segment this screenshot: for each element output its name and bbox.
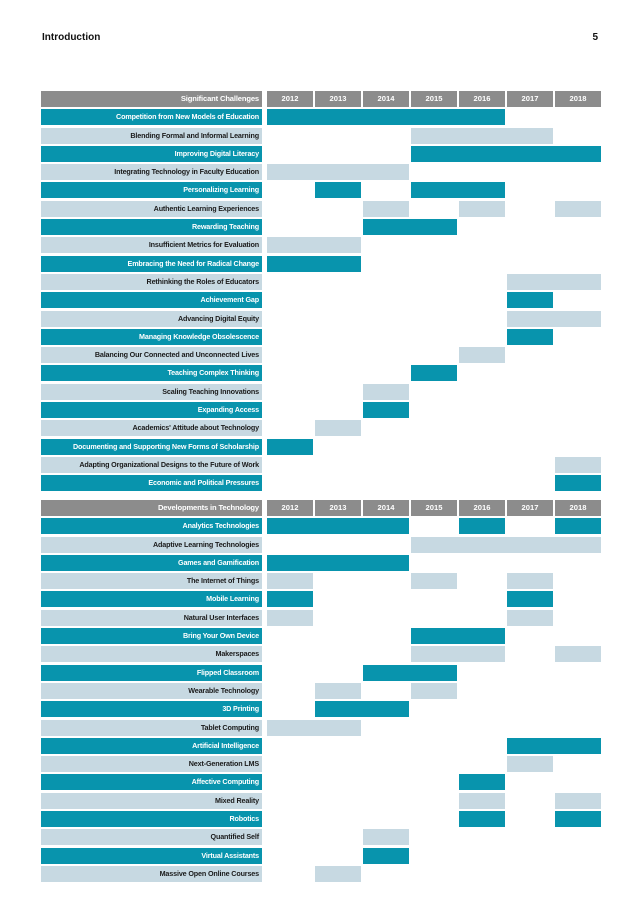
year-cell-analytics-technologies-2018 [555,518,601,534]
row-label: 3D Printing [41,701,262,717]
section-heading: Developments in Technology [41,500,262,516]
row-label: Analytics Technologies [41,518,262,534]
year-cell-academics-attitude-about-technology-2013 [315,420,361,436]
year-cell-insufficient-metrics-for-evaluation-2013 [315,237,361,253]
year-cell-mobile-learning-2017 [507,591,553,607]
year-cell-wearable-technology-2013 [315,683,361,699]
year-cell-teaching-complex-thinking-2015 [411,365,457,381]
year-cell-flipped-classroom-2015 [411,665,457,681]
row-label: Documenting and Supporting New Forms of Scholarship [41,439,262,455]
row-label: Improving Digital Literacy [41,146,262,162]
row-label: Robotics [41,811,262,827]
row-label: Scaling Teaching Innovations [41,384,262,400]
year-cell-adaptive-learning-technologies-2018 [555,537,601,553]
year-cell-adaptive-learning-technologies-2015 [411,537,459,553]
year-cell-quantified-self-2014 [363,829,409,845]
year-header-2013: 2013 [315,91,361,107]
row-label: Integrating Technology in Faculty Education [41,164,262,180]
year-cell-balancing-our-connected-and-unconnected-lives-2016 [459,347,505,363]
year-cell-the-internet-of-things-2015 [411,573,457,589]
year-cell-mixed-reality-2018 [555,793,601,809]
year-cell-tablet-computing-2013 [315,720,361,736]
year-cell-expanding-access-2014 [363,402,409,418]
year-cell-analytics-technologies-2014 [363,518,409,534]
year-header-2015: 2015 [411,500,457,516]
year-cell-economic-and-political-pressures-2018 [555,475,601,491]
row-label: Bring Your Own Device [41,628,262,644]
row-label: Flipped Classroom [41,665,262,681]
year-cell-advancing-digital-equity-2018 [555,311,601,327]
year-cell-the-internet-of-things-2012 [267,573,313,589]
year-cell-games-and-gamification-2014 [363,555,409,571]
row-label: Authentic Learning Experiences [41,201,262,217]
row-label: Expanding Access [41,402,262,418]
year-cell-competition-from-new-models-of-education-2013 [315,109,363,125]
year-cell-personalizing-learning-2016 [459,182,505,198]
year-cell-integrating-technology-in-faculty-education-2012 [267,164,315,180]
row-label: Affective Computing [41,774,262,790]
year-cell-achievement-gap-2017 [507,292,553,308]
year-cell-adapting-organizational-designs-to-the-future-of-work-2018 [555,457,601,473]
row-label: Games and Gamification [41,555,262,571]
year-cell-competition-from-new-models-of-education-2015 [411,109,459,125]
row-label: Mobile Learning [41,591,262,607]
year-cell-games-and-gamification-2012 [267,555,315,571]
row-label: Insufficient Metrics for Evaluation [41,237,262,253]
row-label: Makerspaces [41,646,262,662]
year-header-2012: 2012 [267,91,313,107]
year-header-2018: 2018 [555,500,601,516]
row-label: Tablet Computing [41,720,262,736]
year-cell-wearable-technology-2015 [411,683,457,699]
year-cell-competition-from-new-models-of-education-2012 [267,109,315,125]
row-label: Quantified Self [41,829,262,845]
year-cell-tablet-computing-2012 [267,720,315,736]
row-label: Managing Knowledge Obsolescence [41,329,262,345]
row-label: Blending Formal and Informal Learning [41,128,262,144]
year-cell-personalizing-learning-2013 [315,182,361,198]
row-label: Economic and Political Pressures [41,475,262,491]
row-label: Massive Open Online Courses [41,866,262,882]
year-cell-virtual-assistants-2014 [363,848,409,864]
year-cell-rethinking-the-roles-of-educators-2018 [555,274,601,290]
row-label: Mixed Reality [41,793,262,809]
row-label: Teaching Complex Thinking [41,365,262,381]
year-cell-analytics-technologies-2012 [267,518,315,534]
year-cell-advancing-digital-equity-2017 [507,311,555,327]
year-cell-competition-from-new-models-of-education-2014 [363,109,411,125]
year-cell-embracing-the-need-for-radical-change-2012 [267,256,315,272]
year-cell-analytics-technologies-2013 [315,518,363,534]
year-cell-blending-formal-and-informal-learning-2016 [459,128,507,144]
year-cell-improving-digital-literacy-2017 [507,146,555,162]
year-header-2014: 2014 [363,500,409,516]
year-cell-improving-digital-literacy-2015 [411,146,459,162]
row-label: Next-Generation LMS [41,756,262,772]
year-cell-integrating-technology-in-faculty-education-2013 [315,164,363,180]
year-cell-adaptive-learning-technologies-2017 [507,537,555,553]
year-cell-mixed-reality-2016 [459,793,505,809]
year-cell-scaling-teaching-innovations-2014 [363,384,409,400]
year-cell-integrating-technology-in-faculty-education-2014 [363,164,409,180]
row-label: Wearable Technology [41,683,262,699]
year-header-2014: 2014 [363,91,409,107]
row-label: Personalizing Learning [41,182,262,198]
row-label: Competition from New Models of Education [41,109,262,125]
row-label: Adapting Organizational Designs to the Future of Work [41,457,262,473]
year-cell-personalizing-learning-2015 [411,182,459,198]
year-cell-mobile-learning-2012 [267,591,313,607]
page-header [42,32,598,48]
page-title: Introduction [42,32,101,43]
year-cell-next-generation-lms-2017 [507,756,553,772]
year-cell-documenting-and-supporting-new-forms-of-scholarship-2012 [267,439,313,455]
year-cell-managing-knowledge-obsolescence-2017 [507,329,553,345]
row-label: Natural User Interfaces [41,610,262,626]
year-header-2012: 2012 [267,500,313,516]
year-header-2017: 2017 [507,500,553,516]
row-label: Achievement Gap [41,292,262,308]
section-heading: Significant Challenges [41,91,262,107]
year-cell-robotics-2018 [555,811,601,827]
year-cell-3d-printing-2014 [363,701,409,717]
year-cell-artificial-intelligence-2018 [555,738,601,754]
row-label: Embracing the Need for Radical Change [41,256,262,272]
year-cell-competition-from-new-models-of-education-2016 [459,109,505,125]
row-label: Balancing Our Connected and Unconnected Lives [41,347,262,363]
year-cell-artificial-intelligence-2017 [507,738,555,754]
year-cell-analytics-technologies-2016 [459,518,505,534]
year-header-2016: 2016 [459,500,505,516]
year-cell-insufficient-metrics-for-evaluation-2012 [267,237,315,253]
year-header-2018: 2018 [555,91,601,107]
year-cell-bring-your-own-device-2015 [411,628,459,644]
year-cell-rewarding-teaching-2014 [363,219,411,235]
row-label: Advancing Digital Equity [41,311,262,327]
year-cell-the-internet-of-things-2017 [507,573,553,589]
year-cell-embracing-the-need-for-radical-change-2013 [315,256,361,272]
year-cell-games-and-gamification-2013 [315,555,363,571]
page-number: 5 [592,32,598,43]
row-label: Academics' Attitude about Technology [41,420,262,436]
year-header-2017: 2017 [507,91,553,107]
year-header-2015: 2015 [411,91,457,107]
row-label: Rewarding Teaching [41,219,262,235]
year-cell-flipped-classroom-2014 [363,665,411,681]
year-cell-natural-user-interfaces-2017 [507,610,553,626]
year-cell-robotics-2016 [459,811,505,827]
row-label: Virtual Assistants [41,848,262,864]
year-header-2013: 2013 [315,500,361,516]
year-cell-makerspaces-2016 [459,646,505,662]
year-cell-authentic-learning-experiences-2014 [363,201,409,217]
row-label: Adaptive Learning Technologies [41,537,262,553]
year-cell-authentic-learning-experiences-2018 [555,201,601,217]
year-cell-massive-open-online-courses-2013 [315,866,361,882]
year-cell-authentic-learning-experiences-2016 [459,201,505,217]
row-label: The Internet of Things [41,573,262,589]
year-cell-improving-digital-literacy-2018 [555,146,601,162]
year-cell-bring-your-own-device-2016 [459,628,505,644]
year-cell-blending-formal-and-informal-learning-2017 [507,128,553,144]
year-cell-adaptive-learning-technologies-2016 [459,537,507,553]
year-cell-3d-printing-2013 [315,701,363,717]
year-cell-rethinking-the-roles-of-educators-2017 [507,274,555,290]
year-header-2016: 2016 [459,91,505,107]
year-cell-natural-user-interfaces-2012 [267,610,313,626]
year-cell-makerspaces-2015 [411,646,459,662]
year-cell-rewarding-teaching-2015 [411,219,457,235]
year-cell-improving-digital-literacy-2016 [459,146,507,162]
year-cell-affective-computing-2016 [459,774,505,790]
year-cell-blending-formal-and-informal-learning-2015 [411,128,459,144]
row-label: Rethinking the Roles of Educators [41,274,262,290]
year-cell-makerspaces-2018 [555,646,601,662]
row-label: Artificial Intelligence [41,738,262,754]
